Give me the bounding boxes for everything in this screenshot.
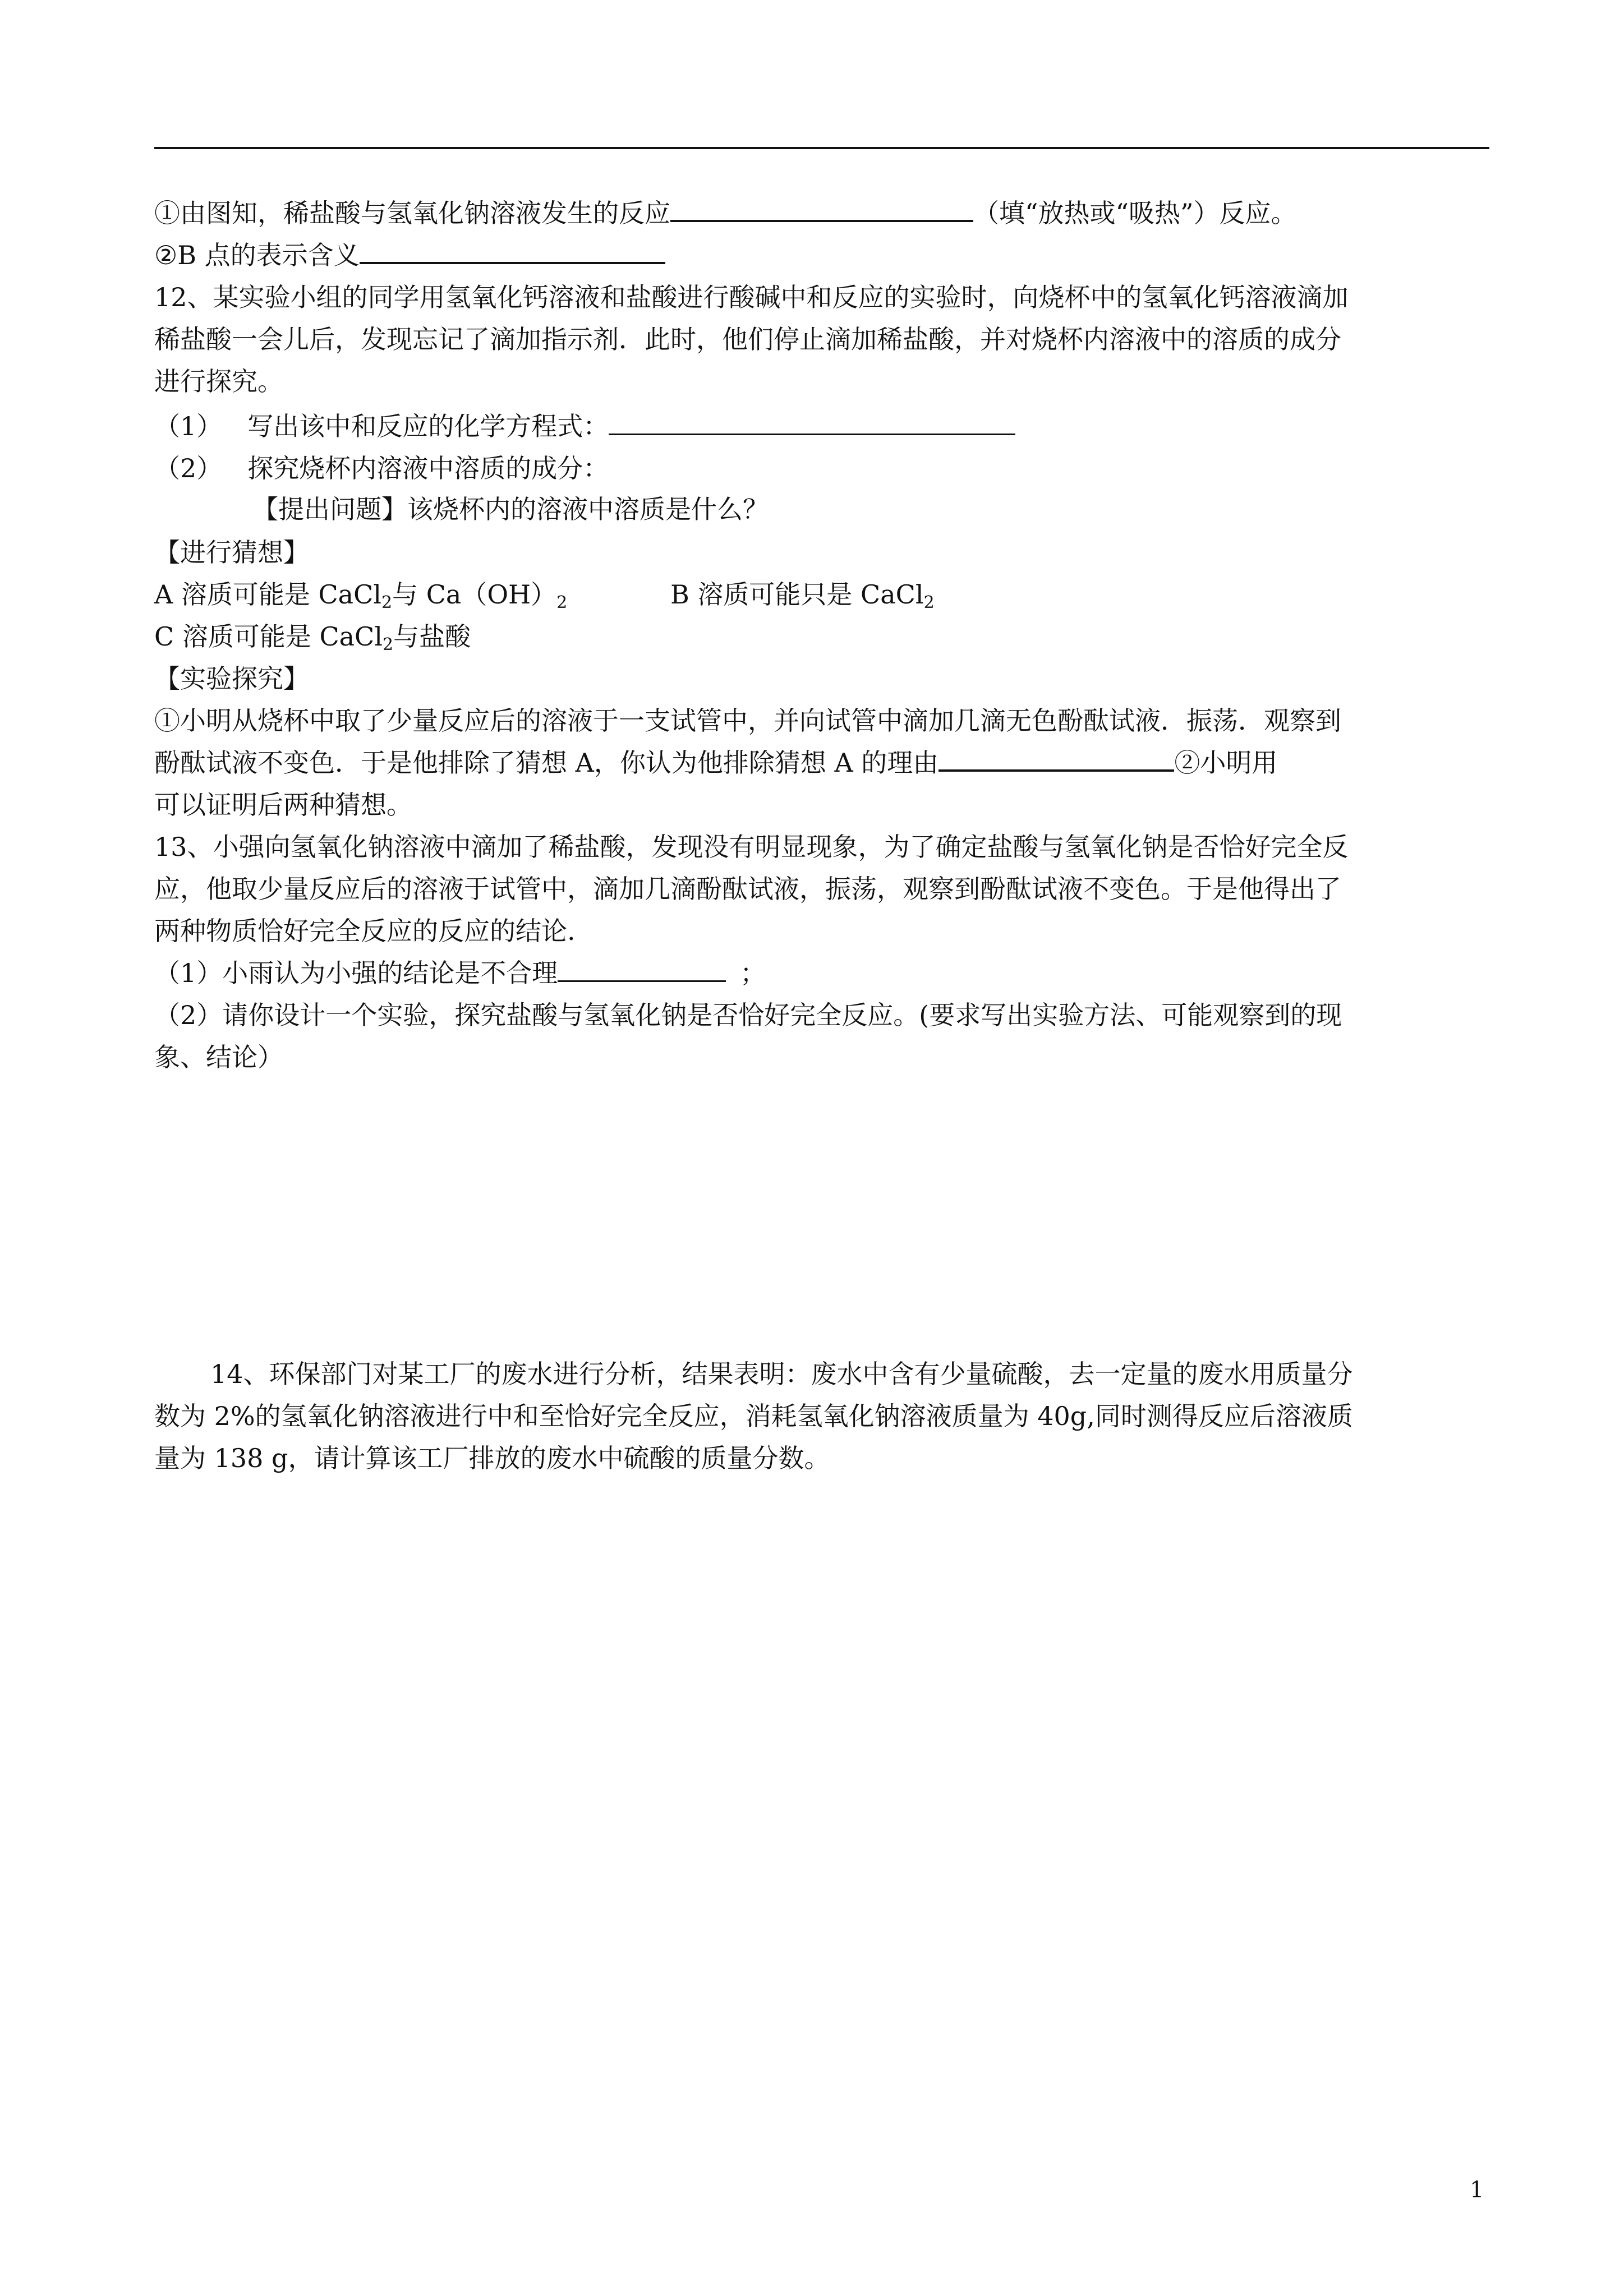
q13-blank-reason[interactable] [558, 957, 726, 982]
q11-line1-suffix: （填“放热或“吸热”）反应。 [973, 198, 1297, 228]
q12-exp-line2 [154, 746, 1277, 780]
q12-guess-b [670, 578, 935, 611]
q13-part2-line2: 象、结论） [154, 1042, 283, 1072]
q13-part1-suffix: ； [740, 958, 766, 988]
q12-exp-line3: 可以证明后两种猜想。 [154, 790, 412, 820]
q14-line1: 14、环保部门对某工厂的废水进行分析，结果表明：废水中含有少量硫酸，去一定量的废水用质量分 [210, 1359, 1353, 1389]
q12-guess-c [154, 620, 471, 653]
q12-intro-line3: 进行探究。 [154, 366, 283, 397]
q12-guess-a-text: A 溶质可能是 CaCl [154, 579, 381, 610]
q12-question: 【提出问题】该烧杯内的溶液中溶质是什么？ [252, 494, 769, 524]
q12-guess-b-sub: 2 [923, 593, 935, 612]
header-rule [154, 147, 1489, 149]
page-number: 1 [1470, 2177, 1484, 2203]
q13-part1 [154, 956, 766, 990]
q13-intro-line3: 两种物质恰好完全反应的反应的结论. [154, 916, 576, 946]
q11-line1 [154, 196, 1297, 230]
q14-line3: 量为 138 g，请计算该工厂排放的废水中硫酸的质量分数。 [154, 1443, 830, 1473]
q13-part2-line1: （2）请你设计一个实验，探究盐酸与氢氧化钠是否恰好完全反应。(要求写出实验方法、可能观察到的现 [154, 1000, 1342, 1030]
q12-exp-line1: ①小明从烧杯中取了少量反应后的溶液于一支试管中，并向试管中滴加几滴无色酚酞试液．振荡．观察到 [154, 706, 1341, 736]
q12-intro-line1: 12、某实验小组的同学用氢氧化钙溶液和盐酸进行酸碱中和反应的实验时，向烧杯中的氢氧化钙溶液滴加 [154, 282, 1349, 312]
q12-part2-label: （2） [154, 453, 223, 483]
q13-intro-line1: 13、小强向氢氧化钠溶液中滴加了稀盐酸，发现没有明显现象，为了确定盐酸与氢氧化钠是否恰好完全反 [154, 832, 1349, 862]
q12-guess-b-text: B 溶质可能只是 CaCl [670, 579, 924, 610]
q12-intro-line2: 稀盐酸一会儿后，发现忘记了滴加指示剂．此时，他们停止滴加稀盐酸，并对烧杯内溶液中的溶质的成分 [154, 324, 1341, 354]
q14-line2: 数为 2%的氢氧化钠溶液进行中和至恰好完全反应，消耗氢氧化钠溶液质量为 40g,同时测得反应后溶液质 [154, 1401, 1353, 1431]
q12-guess-a-sub: 2 [381, 593, 393, 612]
q13-intro-line2: 应，他取少量反应后的溶液于试管中，滴加几滴酚酞试液，振荡，观察到酚酞试液不变色。于是他得出了 [154, 874, 1341, 904]
q12-exp-line2-suffix: ②小明用 [1174, 748, 1278, 778]
q12-part1-text: 写出该中和反应的化学方程式： [247, 411, 609, 441]
q12-guess-c-suffix: 与盐酸 [393, 621, 471, 652]
q12-guess-heading: 【进行猜想】 [154, 537, 309, 568]
q12-exp-heading: 【实验探究】 [154, 663, 309, 694]
q12-exp-line2-text: 酚酞试液不变色．于是他排除了猜想 A，你认为他排除猜想 A 的理由 [154, 748, 939, 778]
q11-line2 [154, 238, 665, 272]
q12-guess-a [154, 578, 567, 611]
q12-part1-label: （1） [154, 411, 223, 441]
q12-part1 [154, 409, 1015, 443]
q12-guess-c-sub: 2 [382, 635, 394, 654]
q13-part1-text: （1）小雨认为小强的结论是不合理 [154, 958, 558, 988]
q12-guess-c-text: C 溶质可能是 CaCl [154, 621, 383, 652]
q12-guess-a-sub2: 2 [556, 593, 568, 612]
q12-part2 [154, 451, 609, 485]
q12-guess-a-mid: 与 Ca（OH） [392, 579, 557, 610]
q11-blank-heat[interactable] [670, 196, 973, 222]
q12-blank-equation[interactable] [609, 410, 1015, 435]
q11-line2-text: ②B 点的表示含义 [154, 240, 360, 270]
q11-line1-text: ①由图知，稀盐酸与氢氧化钠溶液发生的反应 [154, 198, 670, 228]
q12-part2-text: 探究烧杯内溶液中溶质的成分： [247, 453, 609, 483]
q11-blank-point-b[interactable] [360, 238, 665, 264]
q12-blank-reason[interactable] [938, 746, 1174, 772]
